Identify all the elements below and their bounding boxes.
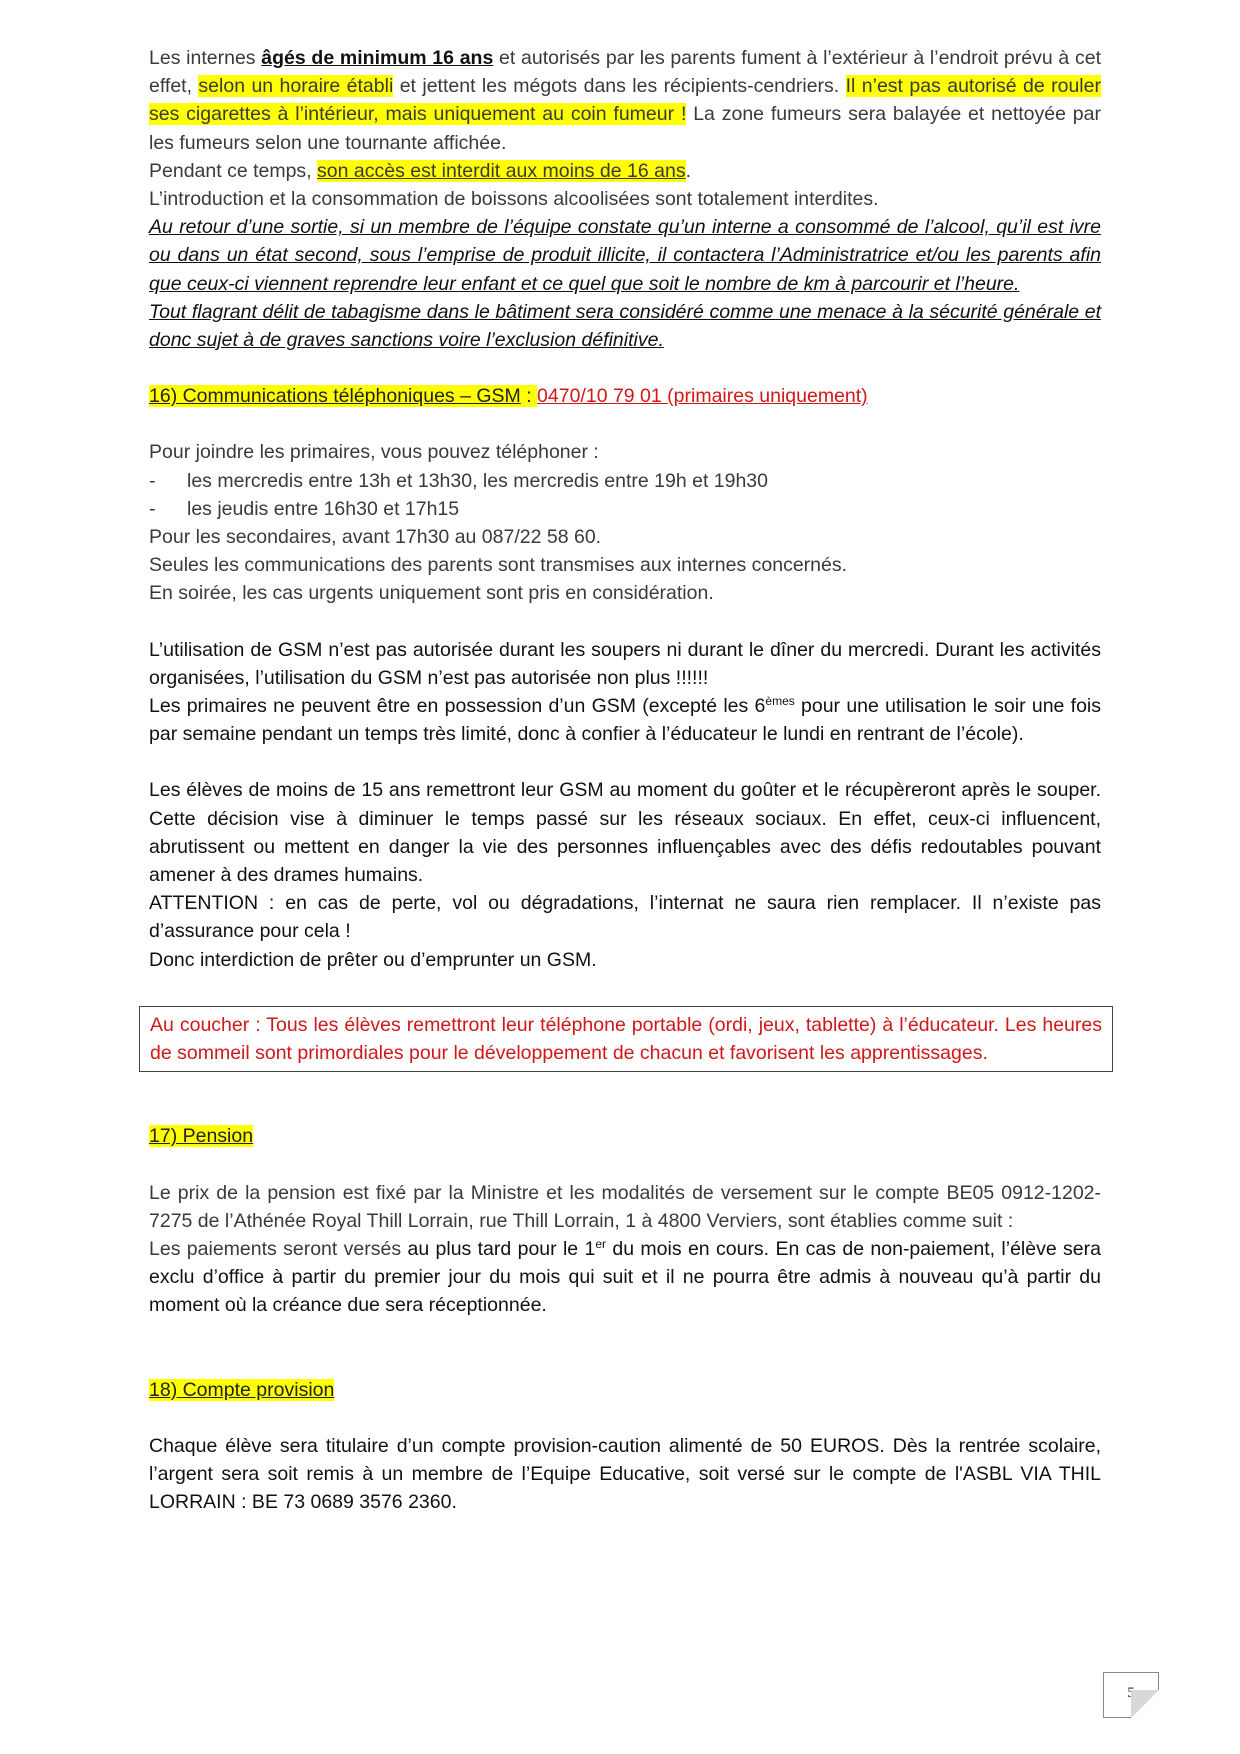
gsm-usage-paragraph: L’utilisation de GSM n’est pas autorisée durant les soupers ni durant le dîner du mercredi. Durant les activités organisées, l’utilisation du GSM n’est pas autorisée non plus !!!!!! bbox=[149, 638, 1101, 689]
text-run: au plus tard pour le 1 bbox=[407, 1237, 596, 1260]
section-16-title: 16) Communications téléphoniques – GSM bbox=[149, 385, 521, 408]
page-curl-icon bbox=[1131, 1690, 1159, 1718]
page-number: 5 bbox=[1127, 1685, 1135, 1701]
superscript: èmes bbox=[765, 694, 795, 709]
text-run: Les paiements seront versés bbox=[149, 1237, 408, 1260]
alcohol-forbidden-paragraph: L’introduction et la consommation de boissons alcoolisées sont totalement interdites. bbox=[149, 188, 879, 211]
smoking-rules-paragraph bbox=[149, 44, 1101, 157]
text-run: . bbox=[685, 159, 691, 182]
list-item bbox=[149, 495, 1101, 523]
section-18-title: 18) Compte provision bbox=[149, 1378, 335, 1401]
primary-phone-number: 0470/10 79 01 (primaires uniquement) bbox=[537, 385, 868, 408]
text-run: La zone fumeurs sera balayée et nettoyée par les fumeurs selon une tournante affichée. bbox=[149, 103, 1101, 154]
pension-paragraph: Le prix de la pension est fixé par la Ministre et les modalités de versement sur le compte BE05 0912-1202-7275 de l’Athénée Royal Thill Lorrain, rue Thill Lorrain, 1 à 4800 Verviers, sont établies comme suit : bbox=[149, 1181, 1101, 1232]
text-run: pour une utilisation le soir une fois par semaine pendant un temps très limité, donc à confier à l’éducateur le lundi en rentrant de l’école). bbox=[149, 695, 1101, 746]
payment-paragraph bbox=[149, 1235, 1101, 1320]
list-item-text: les jeudis entre 16h30 et 17h15 bbox=[187, 497, 460, 520]
list-dash: - bbox=[149, 469, 156, 492]
bedtime-notice-text: Au coucher : Tous les élèves remettront leur téléphone portable (ordi, jeux, tablette) à l’éducateur. Les heures de sommeil sont primordiales pour le développement de chacun et favorisent les apprentissages. bbox=[150, 1013, 1102, 1065]
bedtime-notice-box bbox=[139, 1006, 1113, 1072]
gsm-primary-paragraph bbox=[149, 692, 1101, 748]
rolling-rule-highlight: Il n’est pas autorisé de rouler ses cigarettes à l’intérieur, mais uniquement au coin fumeur ! bbox=[149, 75, 1101, 126]
section-17-heading bbox=[149, 1122, 1101, 1150]
text-run: Les primaires ne peuvent être en possession d’un GSM (excepté les 6 bbox=[149, 695, 766, 718]
gsm-attention-paragraph: ATTENTION : en cas de perte, vol ou dégradations, l’internat ne saura rien remplacer. Il n’existe pas d’assurance pour cela ! bbox=[149, 892, 1101, 943]
text-run: et autorisés par les parents fument à l’extérieur à l’endroit prévu à cet effet, bbox=[149, 47, 1102, 98]
gsm-lending-paragraph: Donc interdiction de prêter ou d’emprunter un GSM. bbox=[149, 948, 597, 971]
access-forbidden-highlight: son accès est interdit aux moins de 16 ans bbox=[317, 159, 686, 182]
call-intro: Pour joindre les primaires, vous pouvez téléphoner : bbox=[149, 441, 599, 464]
document-page bbox=[149, 44, 1101, 1516]
text-run: et jettent les mégots dans les récipients-cendriers. bbox=[393, 75, 846, 98]
gsm-under-15-paragraph: Les élèves de moins de 15 ans remettront leur GSM au moment du goûter et le récupèreront après le souper. Cette décision vise à diminuer le temps passé sur les réseaux sociaux. En effet, ceux-ci influencent, abrutissent ou mettent en danger la vie des personnes influençables avec des défis redoutables pouvant amener à des drames humains. bbox=[149, 779, 1101, 887]
text-run: Les internes bbox=[149, 47, 262, 69]
section-17-title: 17) Pension bbox=[149, 1125, 254, 1148]
list-dash: - bbox=[149, 497, 156, 520]
access-paragraph bbox=[149, 157, 1101, 185]
provision-account-paragraph: Chaque élève sera titulaire d’un compte provision-caution alimenté de 50 EUROS. Dès la rentrée scolaire, l’argent sera soit remis à un membre de l’Equipe Educative, soit versé sur le compte de l'ASBL VIA THIL LORRAIN : BE 73 0689 3576 2360. bbox=[149, 1434, 1101, 1514]
page-number-box bbox=[1103, 1672, 1159, 1718]
parents-only-info: Seules les communications des parents sont transmises aux internes concernés. bbox=[149, 554, 848, 577]
schedule-highlight: selon un horaire établi bbox=[198, 75, 394, 98]
section-18-heading bbox=[149, 1376, 1101, 1404]
section-16-heading bbox=[149, 382, 1101, 410]
return-alcohol-paragraph: Au retour d’une sortie, si un membre de l’équipe constate qu’un interne a consommé de l’alcool, qu’il est ivre ou dans un état second, sous l’emprise de produit illicite, il contactera l’Administratrice et/ou les parents afin que ceux-ci viennent reprendre leur enfant et ce quel que soit le nombre de km à parcourir et l’heure. bbox=[149, 216, 1101, 295]
text-run: du mois en cours. En cas de non-paiement, l’élève sera exclu d’office à partir du premier jour du mois qui suit et il ne pourra être admis à nouveau qu’à partir du moment où la créance due sera réceptionnée. bbox=[149, 1237, 1101, 1317]
evening-info: En soirée, les cas urgents uniquement sont pris en considération. bbox=[149, 582, 714, 605]
heading-separator: : bbox=[520, 385, 538, 408]
min-age-emphasis: âgés de minimum 16 ans bbox=[261, 47, 494, 69]
smoking-sanction-paragraph: Tout flagrant délit de tabagisme dans le bâtiment sera considéré comme une menace à la sécurité générale et donc sujet à de graves sanctions voire l’exclusion définitive. bbox=[149, 300, 1101, 352]
list-item-text: les mercredis entre 13h et 13h30, les mercredis entre 19h et 19h30 bbox=[187, 469, 769, 492]
list-item bbox=[149, 467, 1101, 495]
superscript: er bbox=[595, 1236, 607, 1251]
secondary-call-info: Pour les secondaires, avant 17h30 au 087/22 58 60. bbox=[149, 526, 602, 549]
text-run: Pendant ce temps, bbox=[149, 159, 318, 182]
